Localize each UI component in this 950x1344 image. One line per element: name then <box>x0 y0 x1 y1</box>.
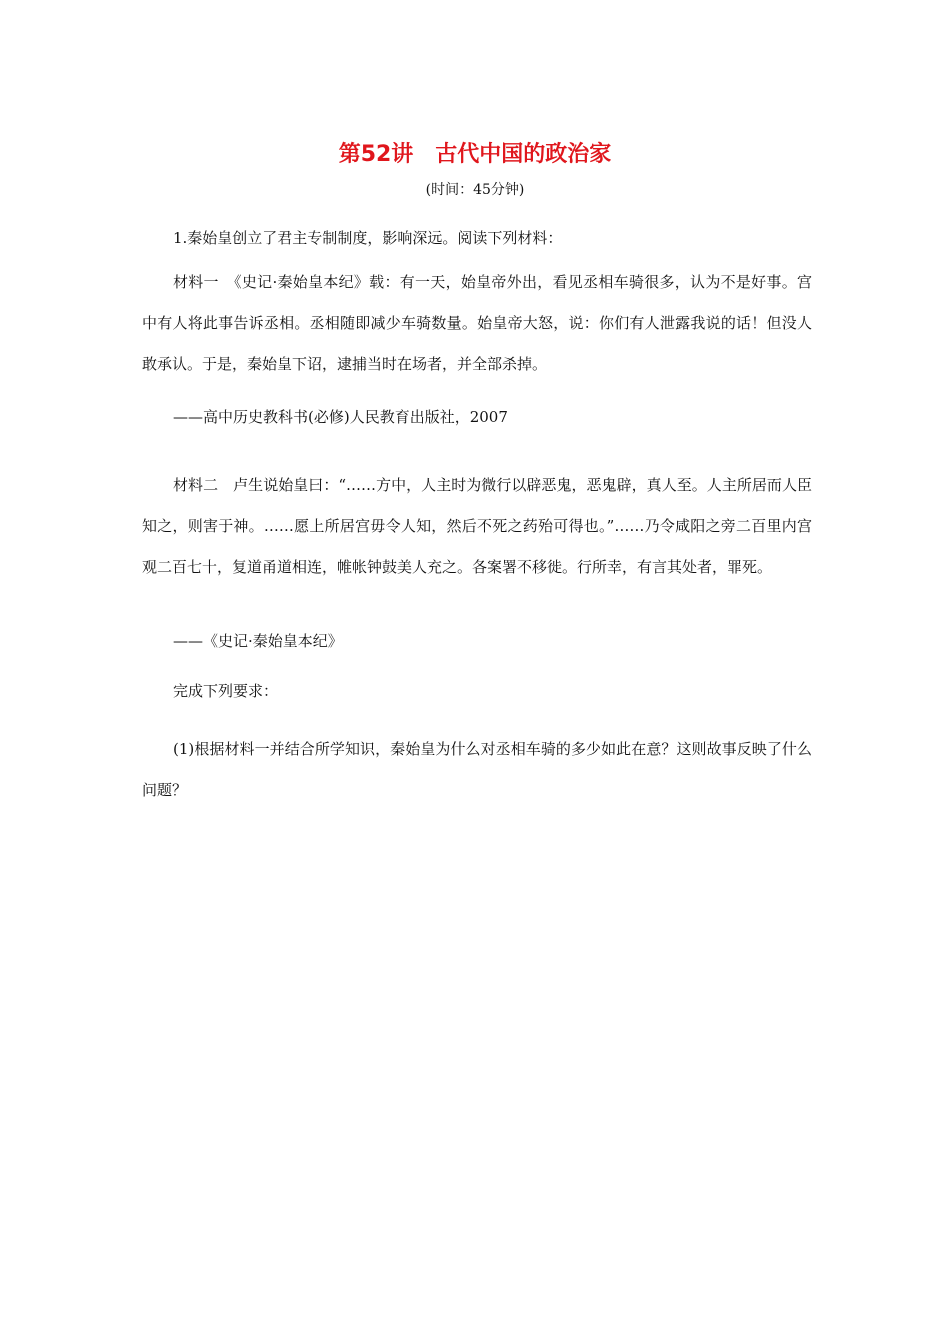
sub-question-1: (1)根据材料一并结合所学知识，秦始皇为什么对丞相车骑的多少如此在意？这则故事反映了什么问题？ <box>142 740 812 799</box>
time-limit: (时间：45分钟) <box>425 182 525 198</box>
page-title: 第52讲 古代中国的政治家 <box>338 142 612 167</box>
task-intro: 完成下列要求： <box>173 682 279 700</box>
material-one: 材料一 《史记·秦始皇本纪》载：有一天，始皇帝外出，看见丞相车骑很多，认为不是好事。宫中有人将此事告诉丞相。丞相随即减少车骑数量。始皇帝大怒，说：你们有人泄露我说的话！但没人敢承认。于是，秦始皇下诏，逮捕当时在场者，并全部杀掉。 <box>142 273 812 373</box>
material-one-source: ——高中历史教科书(必修)人民教育出版社，2007 <box>173 408 508 426</box>
material-two-source: ——《史记·秦始皇本纪》 <box>173 632 343 650</box>
question-intro: 1.秦始皇创立了君主专制制度，影响深远。阅读下列材料： <box>173 229 563 247</box>
material-two: 材料二 卢生说始皇曰：“……方中，人主时为微行以辟恶鬼，恶鬼辟，真人至。人主所居而人臣知之，则害于神。……愿上所居宫毋令人知，然后不死之药殆可得也。”……乃令咸阳之旁二百里内宫观二百七十，复道甬道相连，帷帐钟鼓美人充之。各案署不移徙。行所幸，有言其处者，罪死。 <box>142 476 812 576</box>
